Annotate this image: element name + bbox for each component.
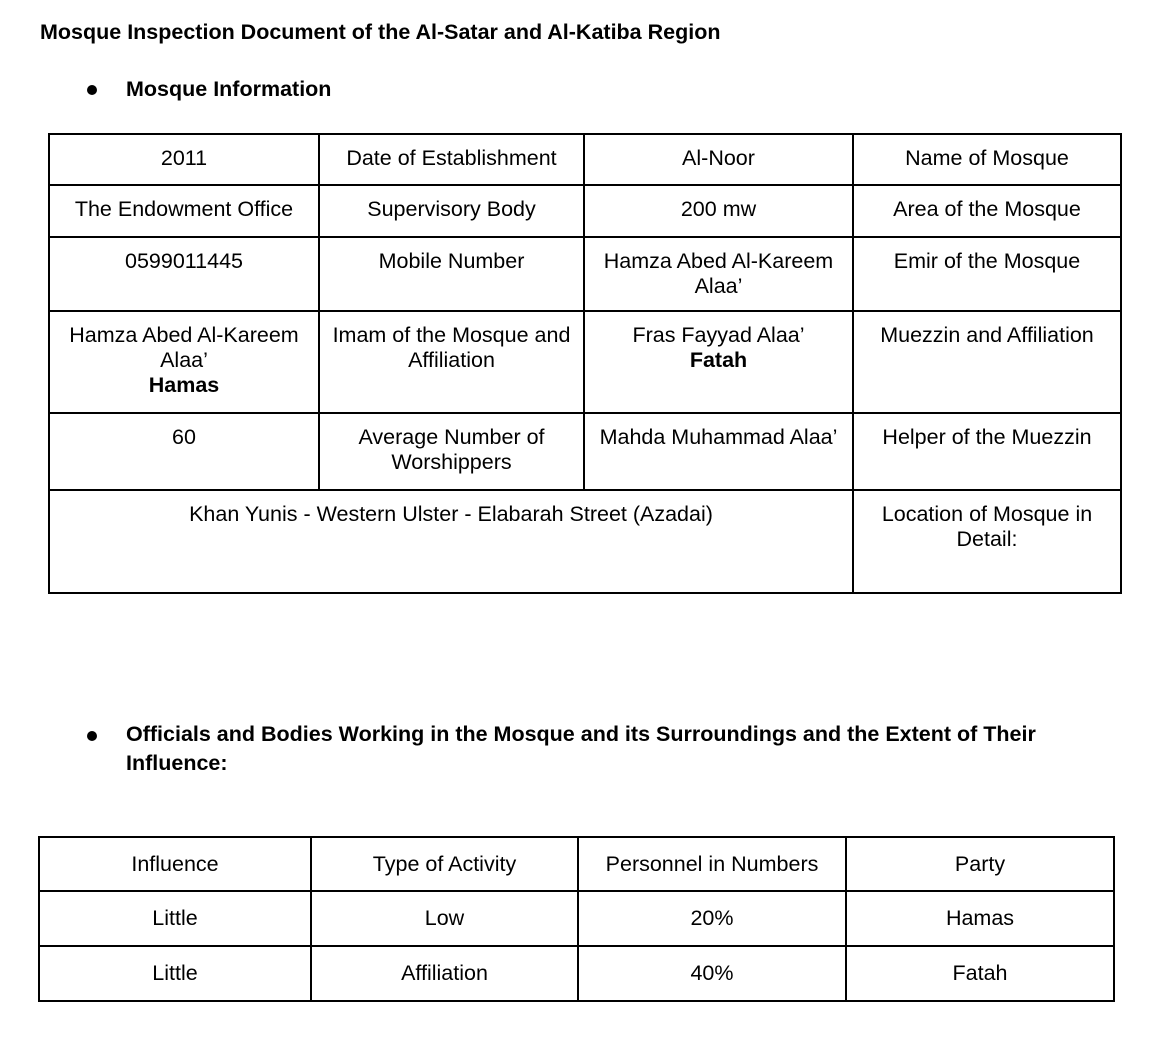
cell-mobile-number-value: 0599011445 <box>49 237 319 311</box>
imam-name: Hamza Abed Al-Kareem Alaa’ <box>69 323 299 372</box>
header-type-of-activity: Type of Activity <box>311 837 578 891</box>
cell-party-fatah: Fatah <box>846 946 1114 1001</box>
cell-mosque-name-label: Name of Mosque <box>853 134 1121 185</box>
cell-location-label: Location of Mosque in Detail: <box>853 490 1121 593</box>
table-row <box>49 311 1121 413</box>
header-party: Party <box>846 837 1114 891</box>
muezzin-name: Fras Fayyad Alaa’ <box>632 323 805 347</box>
cell-worshippers-label: Average Number of Worshippers <box>319 413 584 490</box>
document-title: Mosque Inspection Document of the Al-Satar and Al-Katiba Region <box>40 20 721 44</box>
table-row <box>49 185 1121 237</box>
cell-muezzin-helper-value: Mahda Muhammad Alaa’ <box>584 413 853 490</box>
cell-personnel-fatah: 40% <box>578 946 846 1001</box>
cell-activity-fatah: Affiliation <box>311 946 578 1001</box>
muezzin-affiliation: Fatah <box>689 348 748 372</box>
section-heading-officials: Officials and Bodies Working in the Mosque and its Surroundings and the Extent of Their Influence: <box>126 722 1036 775</box>
mosque-info-table <box>48 133 1122 594</box>
cell-mosque-area-label: Area of the Mosque <box>853 185 1121 237</box>
cell-supervisory-body-value: The Endowment Office <box>49 185 319 237</box>
cell-activity-hamas: Low <box>311 891 578 946</box>
cell-location-value: Khan Yunis - Western Ulster - Elabarah Street (Azadai) <box>49 490 853 593</box>
cell-personnel-hamas: 20% <box>578 891 846 946</box>
header-influence: Influence <box>39 837 311 891</box>
officials-table <box>38 836 1115 1002</box>
cell-muezzin-label: Muezzin and Affiliation <box>853 311 1121 413</box>
section-heading-mosque-information: Mosque Information <box>126 77 332 101</box>
table-row <box>39 891 1114 946</box>
table-row <box>49 237 1121 311</box>
cell-emir-label: Emir of the Mosque <box>853 237 1121 311</box>
cell-establishment-date-value: 2011 <box>49 134 319 185</box>
cell-mosque-name-value: Al-Noor <box>584 134 853 185</box>
cell-imam-label: Imam of the Mosque and Affiliation <box>319 311 584 413</box>
bullet-icon <box>87 85 97 95</box>
cell-influence-hamas: Little <box>39 891 311 946</box>
header-personnel-in-numbers: Personnel in Numbers <box>578 837 846 891</box>
cell-worshippers-value: 60 <box>49 413 319 490</box>
cell-emir-value: Hamza Abed Al-Kareem Alaa’ <box>584 237 853 311</box>
cell-mobile-number-label: Mobile Number <box>319 237 584 311</box>
cell-supervisory-body-label: Supervisory Body <box>319 185 584 237</box>
cell-imam-value <box>49 311 319 413</box>
table-header-row <box>39 837 1114 891</box>
cell-party-hamas: Hamas <box>846 891 1114 946</box>
table-row <box>49 490 1121 593</box>
cell-establishment-date-label: Date of Establishment <box>319 134 584 185</box>
cell-influence-fatah: Little <box>39 946 311 1001</box>
cell-muezzin-helper-label: Helper of the Muezzin <box>853 413 1121 490</box>
cell-muezzin-value <box>584 311 853 413</box>
imam-affiliation: Hamas <box>148 373 220 397</box>
bullet-icon <box>87 731 97 741</box>
table-row <box>39 946 1114 1001</box>
table-row <box>49 134 1121 185</box>
table-row <box>49 413 1121 490</box>
cell-mosque-area-value: 200 mw <box>584 185 853 237</box>
